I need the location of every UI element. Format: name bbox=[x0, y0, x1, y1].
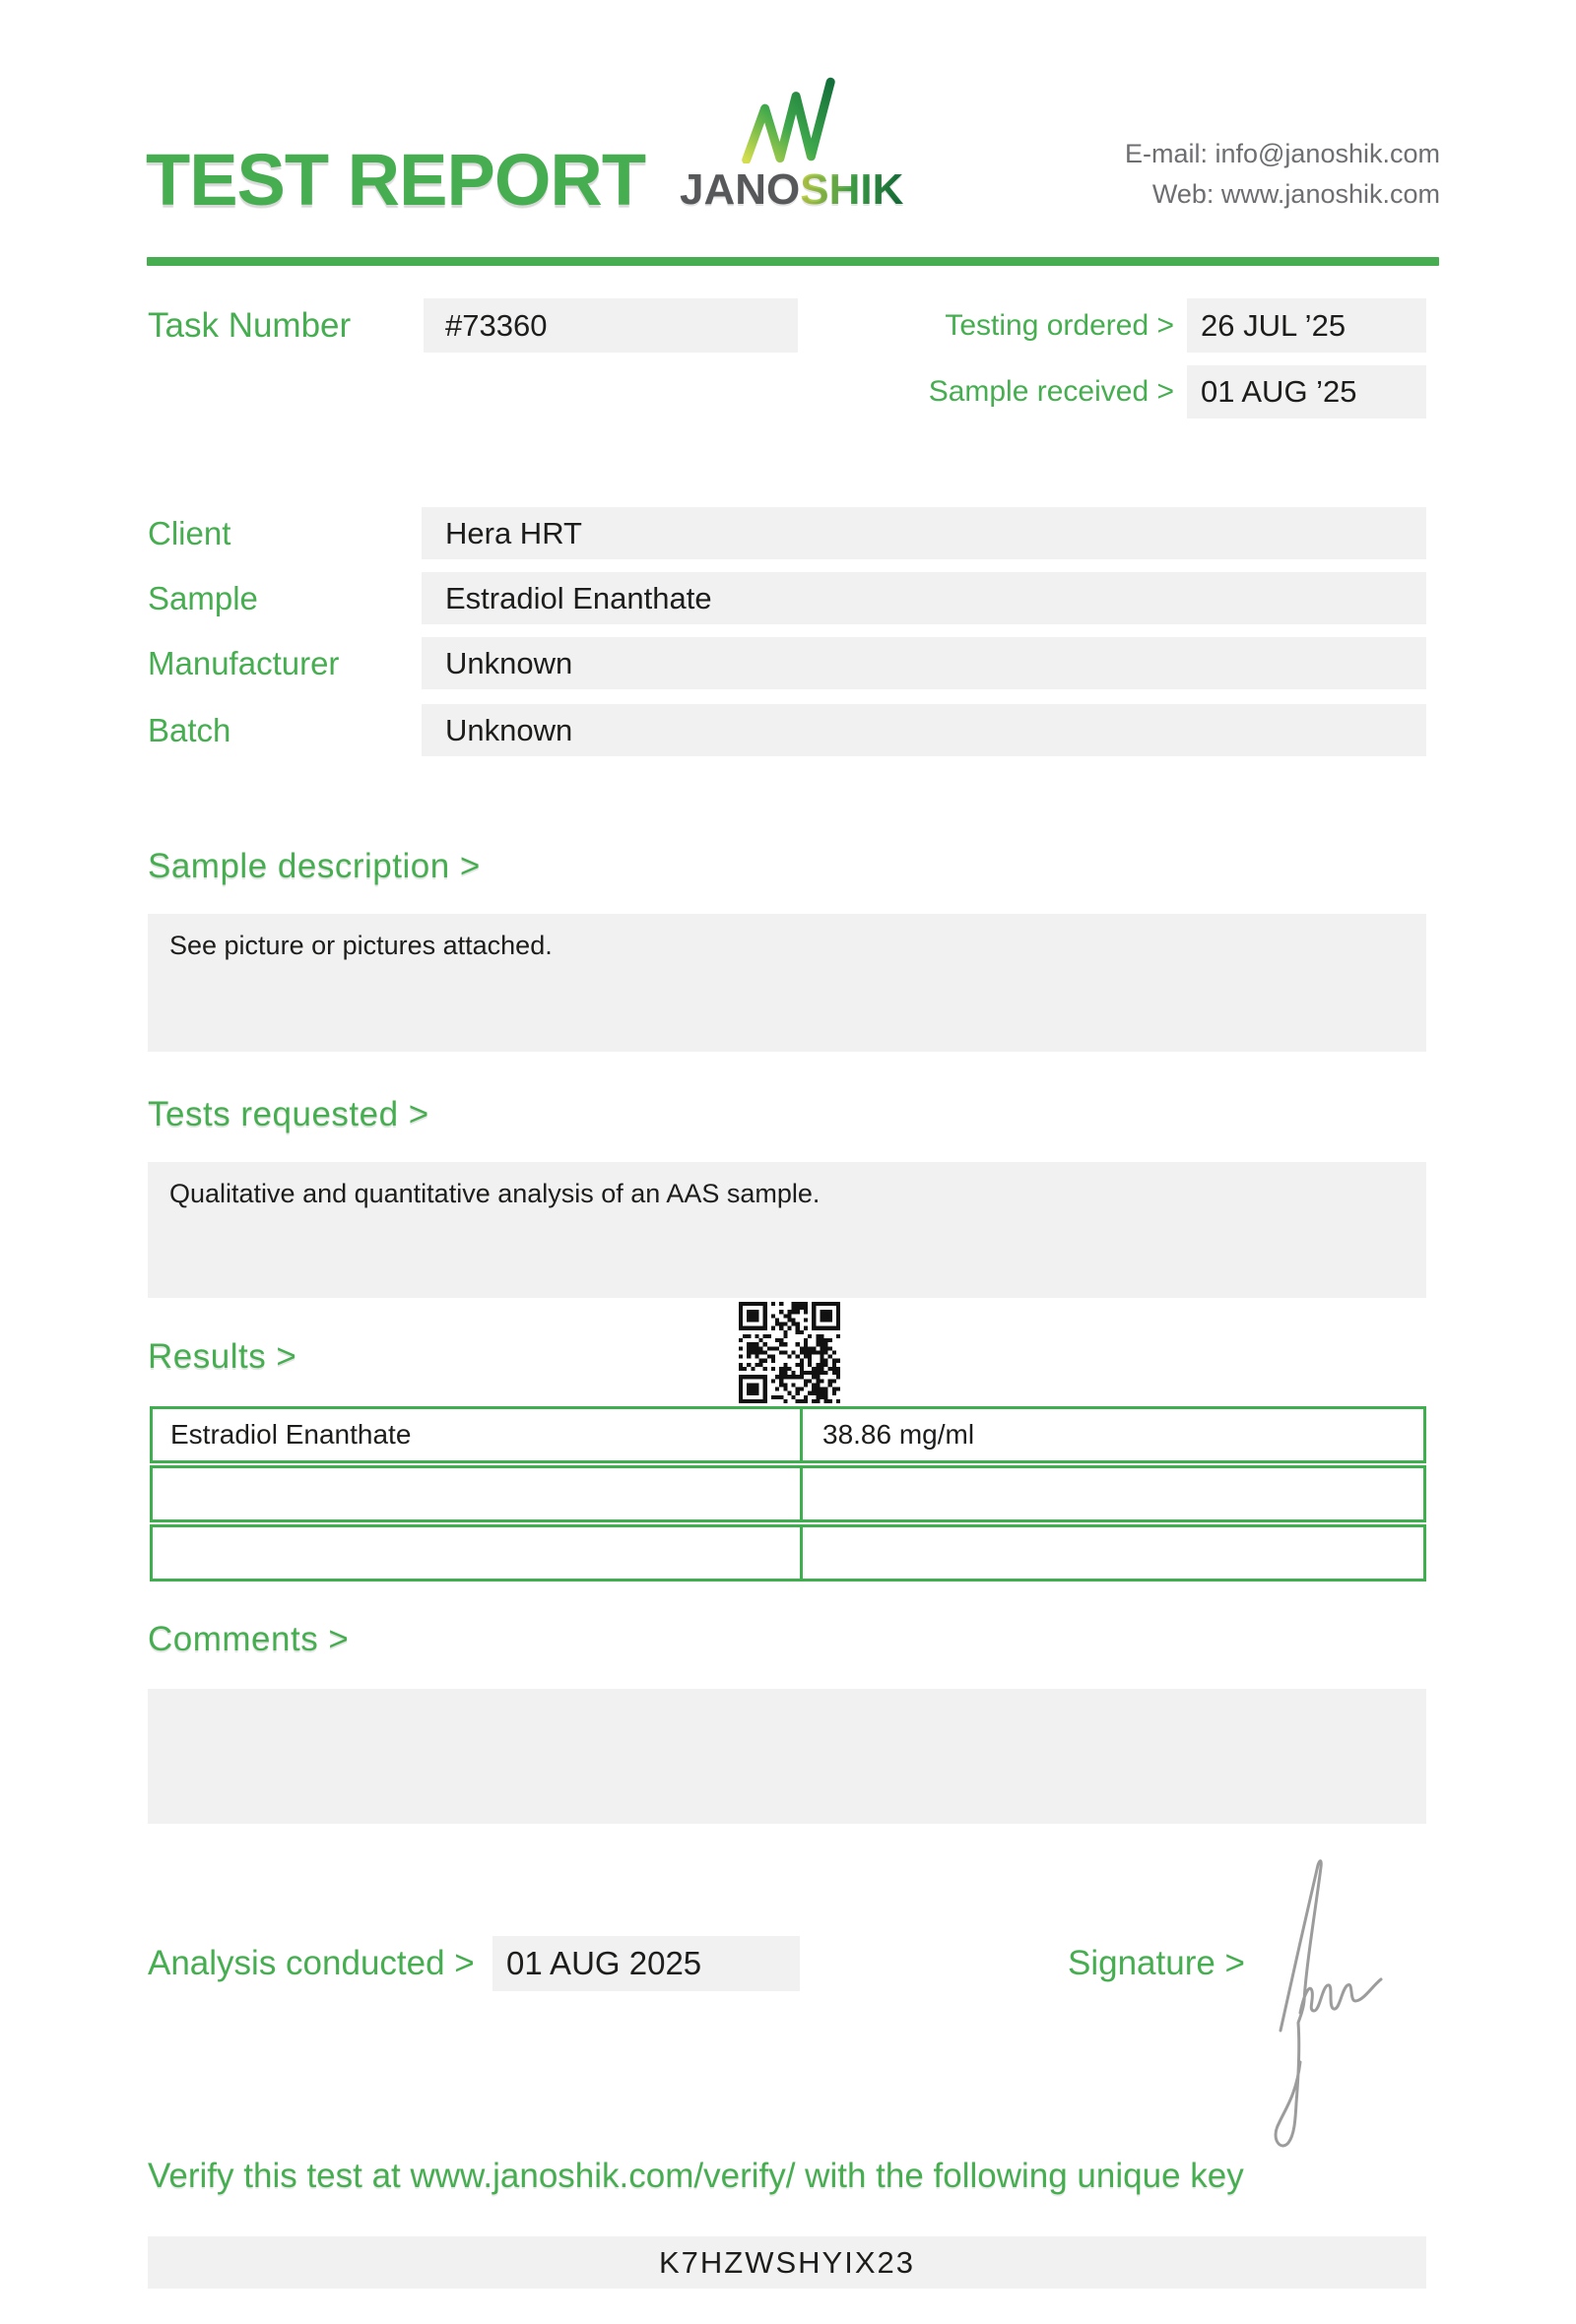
header-divider bbox=[147, 257, 1439, 266]
sample-value: Estradiol Enanthate bbox=[422, 572, 1426, 624]
testing-ordered-value: 26 JUL ’25 bbox=[1187, 298, 1426, 353]
result-value: 38.86 mg/ml bbox=[800, 1409, 1423, 1460]
page-title: TEST REPORT bbox=[146, 139, 646, 221]
testing-ordered-label: Testing ordered > bbox=[945, 308, 1174, 342]
logo-shik: SHIK bbox=[800, 165, 904, 214]
client-value: Hera HRT bbox=[422, 507, 1426, 559]
tests-requested-heading: Tests requested > bbox=[148, 1095, 429, 1133]
batch-label: Batch bbox=[148, 711, 231, 748]
result-value bbox=[800, 1468, 1423, 1519]
qr-code bbox=[739, 1302, 840, 1403]
tests-requested-text: Qualitative and quantitative analysis of an AAS sample. bbox=[169, 1179, 821, 1208]
manufacturer-value: Unknown bbox=[422, 637, 1426, 689]
result-value bbox=[800, 1527, 1423, 1579]
client-label: Client bbox=[148, 514, 231, 551]
sample-description-box bbox=[148, 914, 1426, 1052]
analysis-date-value: 01 AUG 2025 bbox=[492, 1936, 800, 1991]
task-number-value: #73360 bbox=[424, 298, 798, 353]
sample-received-value: 01 AUG ’25 bbox=[1187, 365, 1426, 419]
results-table bbox=[150, 1406, 1426, 1583]
result-analyte bbox=[153, 1527, 800, 1579]
result-analyte bbox=[153, 1468, 800, 1519]
contact-block bbox=[1125, 134, 1440, 215]
results-row bbox=[150, 1406, 1426, 1463]
contact-web: Web: www.janoshik.com bbox=[1151, 179, 1440, 209]
contact-email: E-mail: info@janoshik.com bbox=[1124, 139, 1440, 168]
signature-scribble bbox=[1249, 1838, 1407, 2163]
sample-label: Sample bbox=[148, 579, 258, 616]
sample-description-text: See picture or pictures attached. bbox=[169, 931, 553, 960]
sample-received-label: Sample received > bbox=[928, 375, 1174, 408]
logo-wordmark bbox=[680, 165, 904, 215]
tests-requested-box bbox=[148, 1162, 1426, 1298]
comments-box bbox=[148, 1689, 1426, 1824]
logo-chart-icon bbox=[739, 75, 837, 163]
result-analyte: Estradiol Enanthate bbox=[170, 1419, 412, 1450]
analysis-conducted-label: Analysis conducted > bbox=[148, 1944, 475, 1982]
results-row bbox=[150, 1524, 1426, 1582]
task-number-label: Task Number bbox=[148, 305, 352, 345]
batch-value: Unknown bbox=[422, 704, 1426, 756]
logo-jano: JANO bbox=[680, 165, 801, 214]
unique-key-value: K7HZWSHYIX23 bbox=[148, 2236, 1426, 2289]
results-row bbox=[150, 1465, 1426, 1522]
comments-heading: Comments > bbox=[148, 1620, 350, 1658]
manufacturer-label: Manufacturer bbox=[148, 644, 340, 681]
sample-description-heading: Sample description > bbox=[148, 847, 481, 885]
signature-label: Signature > bbox=[1068, 1944, 1245, 1982]
verify-instructions: Verify this test at www.janoshik.com/verify/ with the following unique key bbox=[148, 2157, 1244, 2195]
results-heading: Results > bbox=[148, 1337, 297, 1376]
